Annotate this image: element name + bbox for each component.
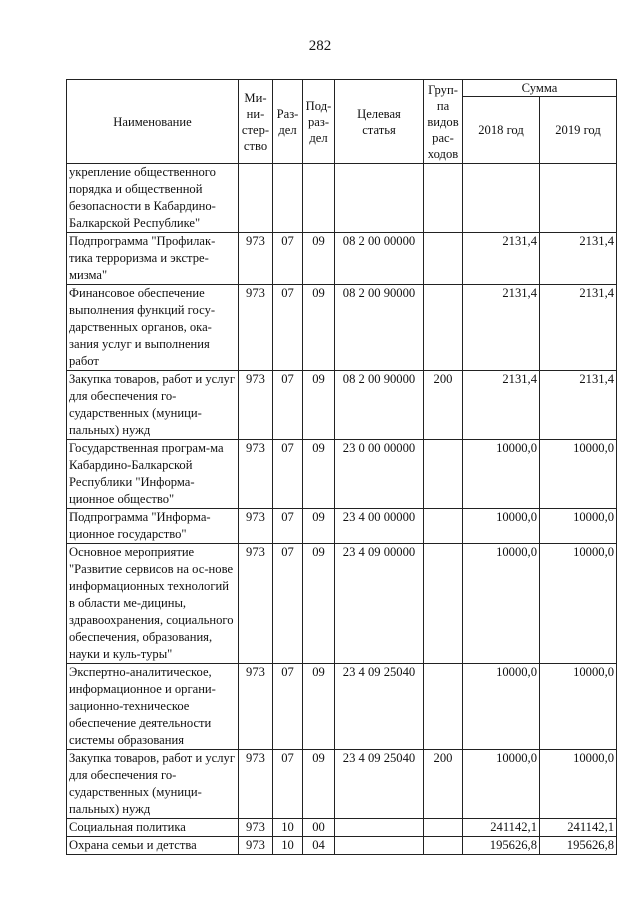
cell-name: Закупка товаров, работ и услуг для обеспечения го-сударственных (муници-пальных) нужд <box>67 371 239 440</box>
cell-expense-group <box>424 440 463 509</box>
header-sum: Сумма <box>463 80 617 97</box>
cell-section <box>273 164 303 233</box>
header-ministry <box>239 80 273 164</box>
cell-ministry: 973 <box>239 371 273 440</box>
cell-target: 08 2 00 90000 <box>335 371 424 440</box>
cell-sum-2018: 10000,0 <box>463 750 540 819</box>
cell-section: 07 <box>273 664 303 750</box>
cell-sum-2018: 10000,0 <box>463 440 540 509</box>
header-expense-group <box>424 80 463 164</box>
cell-expense-group <box>424 837 463 855</box>
cell-subsection: 09 <box>303 544 335 664</box>
cell-ministry: 973 <box>239 233 273 285</box>
cell-name: Подпрограмма "Профилак-тика терроризма и экстре-мизма" <box>67 233 239 285</box>
cell-sum-2019: 10000,0 <box>540 750 617 819</box>
table-row <box>67 440 617 509</box>
cell-name: Государственная програм-ма Кабардино-Балкарской Республики "Информа-ционное общество" <box>67 440 239 509</box>
cell-target: 23 0 00 00000 <box>335 440 424 509</box>
cell-expense-group <box>424 164 463 233</box>
table-body <box>67 164 617 855</box>
cell-section: 07 <box>273 371 303 440</box>
header-name: Наименование <box>67 80 239 164</box>
cell-ministry: 973 <box>239 837 273 855</box>
cell-name: Основное мероприятие "Развитие сервисов на ос-нове информационных технологий в области ме-дицины, здравоохранения, социального обеспечения, образования, науки и куль-туры" <box>67 544 239 664</box>
cell-sum-2018: 241142,1 <box>463 819 540 837</box>
header-label: Груп- па видов рас- ходов <box>427 82 459 161</box>
table-row <box>67 819 617 837</box>
cell-name: Охрана семьи и детства <box>67 837 239 855</box>
cell-subsection: 09 <box>303 750 335 819</box>
cell-section: 07 <box>273 544 303 664</box>
cell-expense-group: 200 <box>424 371 463 440</box>
table-row <box>67 509 617 544</box>
cell-ministry: 973 <box>239 664 273 750</box>
cell-ministry: 973 <box>239 819 273 837</box>
cell-sum-2018: 195626,8 <box>463 837 540 855</box>
cell-expense-group <box>424 285 463 371</box>
cell-sum-2018 <box>463 164 540 233</box>
header-label: Ми- ни- стер- ство <box>241 90 270 153</box>
cell-section: 07 <box>273 440 303 509</box>
cell-ministry: 973 <box>239 509 273 544</box>
cell-sum-2019: 10000,0 <box>540 664 617 750</box>
cell-sum-2019: 2131,4 <box>540 233 617 285</box>
cell-section: 07 <box>273 509 303 544</box>
cell-sum-2019: 10000,0 <box>540 440 617 509</box>
cell-subsection: 09 <box>303 664 335 750</box>
table-row <box>67 664 617 750</box>
cell-name: Экспертно-аналитическое, информационное и органи-зационно-техническое обеспечение деятельности системы образования <box>67 664 239 750</box>
cell-sum-2018: 2131,4 <box>463 285 540 371</box>
cell-target: 08 2 00 00000 <box>335 233 424 285</box>
header-label: Раз- дел <box>276 106 299 137</box>
cell-name: Финансовое обеспечение выполнения функций госу-дарственных органов, ока-зания услуг и выполнения работ <box>67 285 239 371</box>
table-row <box>67 233 617 285</box>
cell-name: Закупка товаров, работ и услуг для обеспечения го-сударственных (муници-пальных) нужд <box>67 750 239 819</box>
cell-sum-2018: 2131,4 <box>463 233 540 285</box>
table-row <box>67 544 617 664</box>
cell-sum-2019 <box>540 164 617 233</box>
table-row <box>67 164 617 233</box>
cell-sum-2019: 241142,1 <box>540 819 617 837</box>
cell-target <box>335 164 424 233</box>
cell-section: 07 <box>273 750 303 819</box>
cell-section: 07 <box>273 233 303 285</box>
cell-expense-group <box>424 233 463 285</box>
cell-ministry: 973 <box>239 750 273 819</box>
cell-sum-2019: 195626,8 <box>540 837 617 855</box>
cell-ministry: 973 <box>239 285 273 371</box>
table-row <box>67 285 617 371</box>
cell-expense-group <box>424 664 463 750</box>
cell-subsection: 00 <box>303 819 335 837</box>
header-target <box>335 80 424 164</box>
cell-expense-group <box>424 509 463 544</box>
cell-target: 23 4 09 25040 <box>335 750 424 819</box>
table-row <box>67 371 617 440</box>
header-subsection <box>303 80 335 164</box>
cell-subsection: 09 <box>303 440 335 509</box>
cell-expense-group: 200 <box>424 750 463 819</box>
header-label: Под- раз- дел <box>305 98 332 145</box>
cell-ministry <box>239 164 273 233</box>
cell-target <box>335 837 424 855</box>
header-section <box>273 80 303 164</box>
cell-target: 23 4 00 00000 <box>335 509 424 544</box>
cell-name: Подпрограмма "Информа-ционное государство" <box>67 509 239 544</box>
cell-name: Социальная политика <box>67 819 239 837</box>
cell-target <box>335 819 424 837</box>
cell-target: 23 4 09 25040 <box>335 664 424 750</box>
cell-subsection <box>303 164 335 233</box>
cell-sum-2019: 10000,0 <box>540 509 617 544</box>
cell-sum-2018: 10000,0 <box>463 509 540 544</box>
cell-subsection: 09 <box>303 233 335 285</box>
cell-subsection: 09 <box>303 285 335 371</box>
header-year-2019: 2019 год <box>540 97 617 164</box>
cell-sum-2019: 2131,4 <box>540 285 617 371</box>
cell-subsection: 09 <box>303 509 335 544</box>
cell-subsection: 04 <box>303 837 335 855</box>
cell-sum-2019: 2131,4 <box>540 371 617 440</box>
cell-section: 10 <box>273 837 303 855</box>
page-number: 282 <box>308 38 332 54</box>
cell-sum-2018: 10000,0 <box>463 664 540 750</box>
cell-expense-group <box>424 819 463 837</box>
budget-table <box>66 79 617 855</box>
cell-sum-2019: 10000,0 <box>540 544 617 664</box>
cell-section: 10 <box>273 819 303 837</box>
cell-ministry: 973 <box>239 544 273 664</box>
cell-name: укрепление общественного порядка и общественной безопасности в Кабардино-Балкарской Республике" <box>67 164 239 233</box>
cell-ministry: 973 <box>239 440 273 509</box>
table-row <box>67 837 617 855</box>
cell-expense-group <box>424 544 463 664</box>
cell-subsection: 09 <box>303 371 335 440</box>
cell-sum-2018: 10000,0 <box>463 544 540 664</box>
cell-target: 23 4 09 00000 <box>335 544 424 664</box>
header-label: Целевая статья <box>357 106 401 137</box>
header-row <box>67 80 617 97</box>
cell-section: 07 <box>273 285 303 371</box>
cell-sum-2018: 2131,4 <box>463 371 540 440</box>
cell-target: 08 2 00 90000 <box>335 285 424 371</box>
header-year-2018: 2018 год <box>463 97 540 164</box>
table-row <box>67 750 617 819</box>
